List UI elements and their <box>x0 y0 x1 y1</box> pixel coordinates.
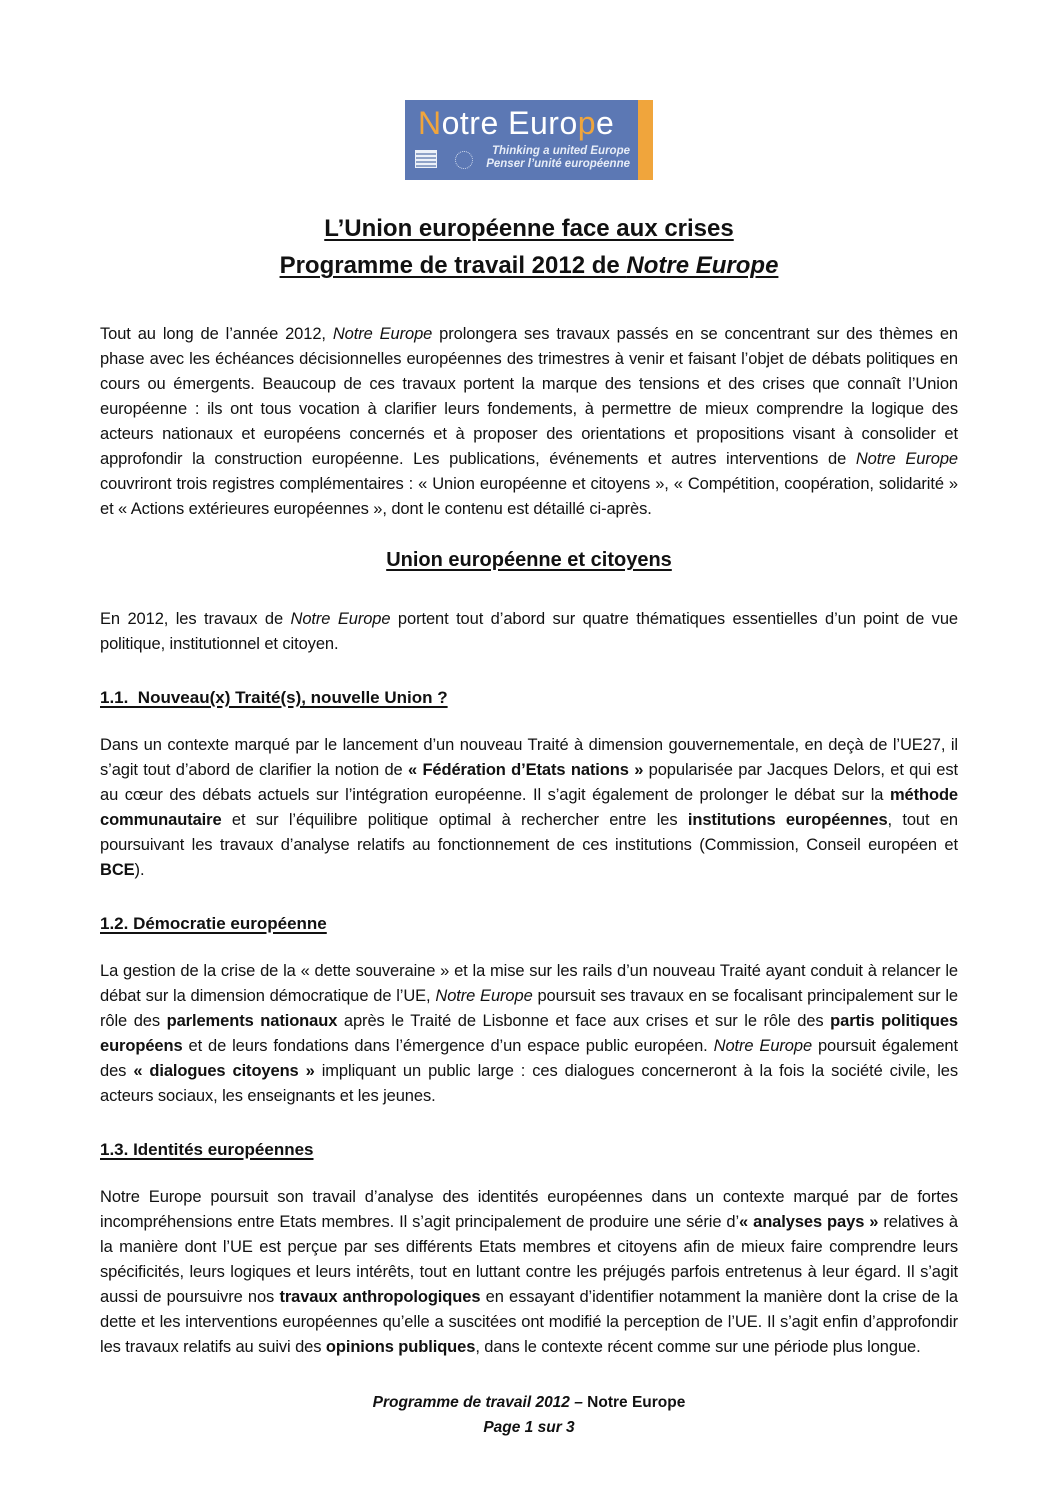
title-line-2: Programme de travail 2012 de Notre Europe <box>279 252 779 279</box>
page-footer <box>0 1390 1058 1440</box>
notre-europe-logo <box>405 100 653 180</box>
paragraph-1-3: Notre Europe poursuit son travail d’analyse des identités européennes dans un contexte marqué par de fortes incompréhensions entre Etats membres. Il s’agit principalement de produire une série d’« analyses pays » relatives à la manière dont l’UE est perçue par ses différents Etats membres et citoyens afin de mieux faire comprendre leurs spécificités, leurs logiques et leurs intérêts, tout en luttant contre les préjugés parfois entretenus à leur égard. Il s’agit aussi de poursuivre nos travaux anthropologiques en essayant d’identifier notamment la manière dont la crise de la dette et les interventions européennes qu’elle a suscitées ont modifié la perception de l’UE. Il s’agit enfin d’approfondir les travaux relatifs au suivi des opinions publiques, dans le contexte récent comme sur une période plus longue. <box>100 1188 958 1356</box>
section-intro-paragraph: En 2012, les travaux de Notre Europe portent tout d’abord sur quatre thématiques essentielles d’un point de vue politique, institutionnel et citoyen. <box>100 610 958 653</box>
document-icon <box>415 150 437 168</box>
logo-wordmark: Notre Europe <box>418 105 615 141</box>
logo-accent-bar <box>638 100 653 180</box>
footer-line-1: Programme de travail 2012 – Notre Europe <box>372 1394 686 1411</box>
eu-stars-icon <box>455 151 473 169</box>
title-line-1: L’Union européenne face aux crises <box>324 215 734 242</box>
tagline-line-1: Thinking a united Europe <box>492 145 630 157</box>
paragraph-1-2: La gestion de la crise de la « dette souveraine » et la mise sur les rails d’un nouveau Traité ayant conduit à relancer le débat sur la dimension démocratique de l’UE, Notre Europe poursuit ses travaux en se focalisant principalement sur le rôle des parlements nationaux après le Traité de Lisbonne et face aux crises et sur le rôle des partis politiques européens et de leurs fondations dans l’émergence d’un espace public européen. Notre Europe poursuit également des « dialogues citoyens » impliquant un public large : ces dialogues concerneront à la fois la société civile, les acteurs sociaux, les enseignants et les jeunes. <box>100 962 958 1105</box>
intro-paragraph: Tout au long de l’année 2012, Notre Europe prolongera ses travaux passés en se concentrant sur des thèmes en phase avec les échéances décisionnelles européennes des trimestres à venir et faisant l’objet de débats politiques en cours ou émergents. Beaucoup de ces travaux portent la marque des tensions et des crises que connaît l’Union européenne : ils ont tous vocation à clarifier leurs fondements, à permettre de mieux comprendre la logique des acteurs nationaux et européens concernés et à proposer des orientations et propositions visant à consolider et approfondir la construction européenne. Les publications, événements et autres interventions de Notre Europe couvriront trois registres complémentaires : « Union européenne et citoyens », « Compétition, coopération, solidarité » et « Actions extérieures européennes », dont le contenu est détaillé ci-après. <box>100 325 958 518</box>
footer-line-2: Page 1 sur 3 <box>483 1419 575 1436</box>
section-heading-union-europeenne-et-citoyens: Union européenne et citoyens <box>386 549 672 571</box>
heading-1-1-nouveaux-traites: 1.1. Nouveau(x) Traité(s), nouvelle Union ? <box>100 688 448 707</box>
paragraph-1-1: Dans un contexte marqué par le lancement d’un nouveau Traité à dimension gouvernementale, en deçà de l’UE27, il s’agit tout d’abord de clarifier la notion de « Fédération d’Etats nations » popularisée par Jacques Delors, et qui est au cœur des débats actuels sur l’intégration européenne. Il s’agit également de prolonger le débat sur la méthode communautaire et sur l’équilibre politique optimal à rechercher entre les institutions européennes, tout en poursuivant les travaux d’analyse relatifs au fonctionnement de ces institutions (Commission, Conseil européen et BCE). <box>100 736 959 879</box>
logo-panel <box>405 100 638 180</box>
tagline-line-2: Penser l’unité européenne <box>486 158 630 170</box>
logo-tagline <box>486 145 630 171</box>
heading-1-2-democratie-europeenne: 1.2. Démocratie européenne <box>100 914 327 933</box>
document-title <box>100 210 958 284</box>
heading-1-3-identites-europeennes: 1.3. Identités européennes <box>100 1140 314 1159</box>
